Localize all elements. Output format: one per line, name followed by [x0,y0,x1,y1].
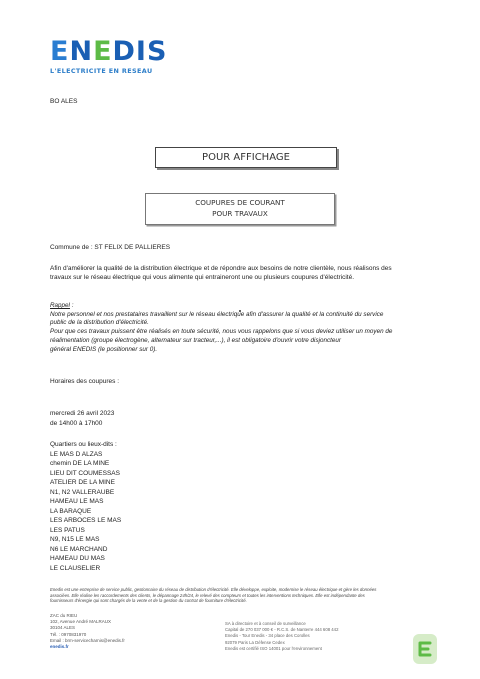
footer-legal [225,621,338,652]
notice-line-1: COUPURES DE COURANT [195,198,285,207]
list-item: N1, N2 VALLERAUBE [50,488,115,496]
rappel-p2-line1: Pour que ces travaux puissent être réalisés en toute sécurité, nous vous rappelons que si vous deviez utiliser un moyen de [50,328,393,336]
legal-line-1: SA à directoire et à conseil de surveillance [225,621,306,626]
outage-schedule [50,409,114,428]
list-item: HAMEAU LE MAS [50,498,104,505]
rappel-colon: : [69,302,74,309]
address-line-3: 30104 ALES [50,625,76,631]
address-line-1: ZAC du RIEU [50,613,78,618]
list-item: LES PATUS [50,526,85,534]
quartiers-label: Quartiers ou lieux-dits : [50,441,117,448]
legal-line-2: Capital de 270 037 000 € - R.C.S. de Nanterre 444 608 442 [225,627,339,633]
list-item: N6 LE MARCHAND [50,545,108,553]
list-item: LE CLAUSELIER [50,564,101,572]
phone-number: Tél. : 0970831970 [50,631,87,637]
legal-line-4: 92079 Paris La Défense Cedex [225,639,285,645]
enedis-logo [50,38,170,75]
rappel-p2-line2: réalimentation (groupe électrogène, alternateur sur tracteur,...), il est obligatoire d'ouvrir votre disjoncteur [50,336,342,344]
website-link[interactable]: enedis.fr [50,644,69,650]
outage-time: de 14h00 à 17h00 [50,419,103,427]
logo-wordmark: ENEDIS [50,36,168,67]
address-line-2: 102, Avenue André MALRAUX [50,619,111,625]
notice-box [145,193,335,225]
rappel-p1-line2: public de la distribution d'électricité. [50,319,149,327]
enedis-e-icon [413,634,437,664]
rappel-p2-line3: général ENEDIS (le positionner sur 0). [50,345,158,353]
office-name: BO ALES [50,98,78,105]
intro-paragraph [50,264,460,282]
footer-address [50,613,125,650]
disclaimer-line-2: associées. Elle réalise les raccordements des clients, le dépannage 24h/24, le relevé des compteurs et toutes les interventions techniques. Elle est indépendante des [50,592,365,598]
quartiers-list [50,440,121,573]
outage-date: mercredi 26 avril 2023 [50,410,115,417]
list-item: LES ARBOCES LE MAS [50,517,122,524]
legal-line-5: Enedis est certifié ISO 14001 pour l'environnement [225,645,322,651]
commune-label: Commune de : ST FELIX DE PALLIERES [50,244,171,251]
list-item: HAMEAU DU MAS [50,555,105,562]
list-item: N9, N15 LE MAS [50,536,100,543]
rappel-p1-line1: Notre personnel et nos prestataires travaillent sur le réseau électrique afin d'assurer la qualité et la continuité du service [50,310,384,318]
banner-box [155,147,337,168]
intro-line-2: travaux sur le réseau électrique qui vous alimente qui entraineront une ou plusieurs coupures d'électricité. [50,274,355,281]
list-item: LA BARAQUE [50,507,92,515]
rappel-section [50,302,460,354]
horaires-label: Horaires des coupures : [50,378,120,385]
list-item: LE MAS D ALZAS [50,450,103,458]
banner-title: POUR AFFICHAGE [202,152,290,163]
legal-line-3: Enedis - Tour Enedis - 34 place des Corolles [225,633,310,639]
disclaimer-line-1: Enedis est une entreprise de service public, gestionnaire du réseau de distribution d'électricité. Elle développe, exploite, modernise le réseau électrique et gère les données [50,587,377,592]
rappel-title: Rappel [50,302,70,309]
email-address[interactable]: Email : brm-servicecharnis@enedis.fr [50,637,125,643]
list-item: ATELIER DE LA MINE [50,479,115,486]
logo-tagline: L'ELECTRICITE EN RESEAU [50,67,153,75]
list-item: chemin DE LA MINE [50,460,110,467]
intro-line-1: Afin d'améliorer la qualité de la distribution électrique et de répondre aux besoins de notre clientèle, nous réalisons des [50,265,392,272]
footer-disclaimer [50,587,462,604]
notice-line-2: POUR TRAVAUX [212,209,268,218]
disclaimer-line-3: fournisseurs d'énergie qui sont chargés de la vente et de la gestion du contrat de fourniture d'électricité. [50,598,247,603]
rappel-heading [50,302,460,311]
list-item: LIEU DIT COUMESSAS [50,469,120,477]
